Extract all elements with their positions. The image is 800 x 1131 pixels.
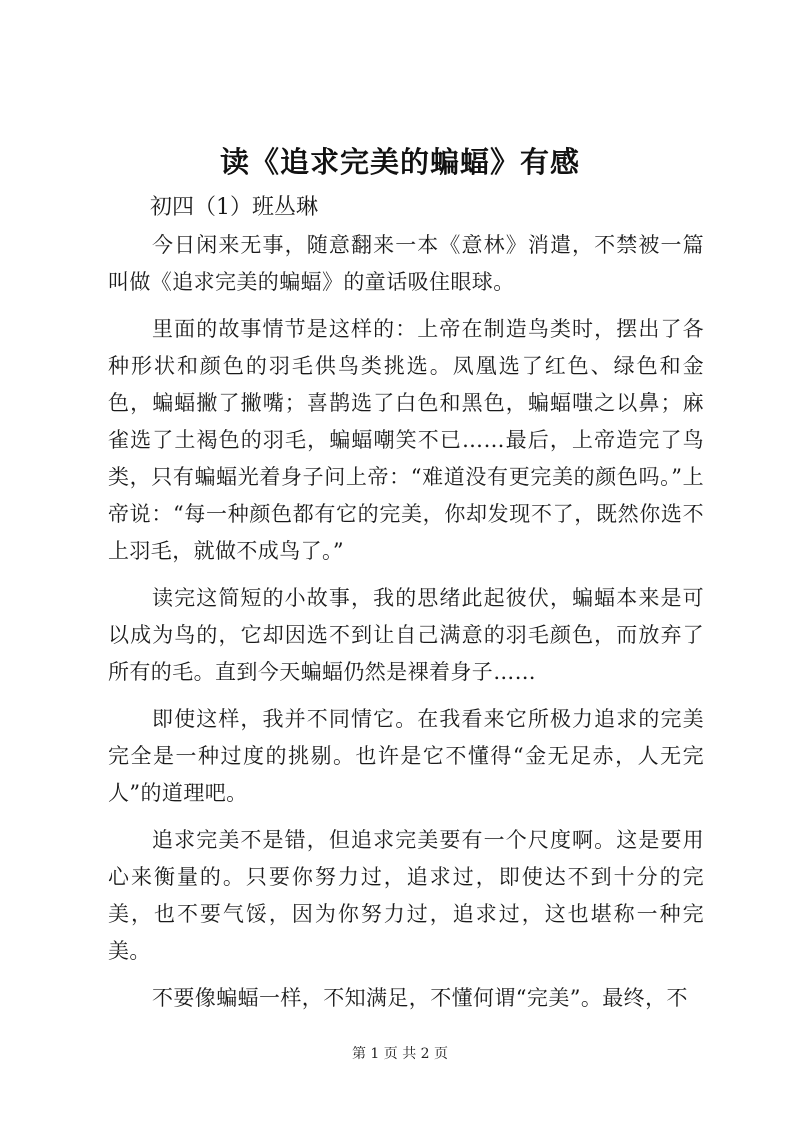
paragraph-3: 读完这简短的小故事，我的思绪此起彼伏，蝙蝠本来是可以成为鸟的，它却因选不到让自己满意的羽毛颜色，而放弃了所有的毛。直到今天蝙蝠仍然是裸着身子…… (108, 586, 704, 684)
paragraph-6: 不要像蝙蝠一样，不知满足，不懂何谓“完美”。最终，不 (152, 986, 688, 1010)
document-title: 读《追求完美的蝙蝠》有感 (219, 145, 580, 179)
paragraph-2: 里面的故事情节是这样的：上帝在制造鸟类时，摆出了各种形状和颜色的羽毛供鸟类挑选。凤凰选了红色、绿色和金色，蝙蝠撇了撇嘴；喜鹊选了白色和黑色，蝙蝠嗤之以鼻；麻雀选了土褐色的羽毛，蝙蝠嘲笑不已……最后，上帝造完了鸟类，只有蝙蝠光着身子问上帝：“难道没有更完美的颜色吗。”上帝说：“每一种颜色都有它的完美，你却发现不了，既然你选不上羽毛，就做不成鸟了。” (108, 317, 704, 563)
paragraph-5: 追求完美不是错，但追求完美要有一个尺度啊。这是要用心来衡量的。只要你努力过，追求过，即使达不到十分的完美，也不要气馁，因为你努力过，追求过，这也堪称一种完美。 (108, 828, 704, 963)
paragraph-4: 即使这样，我并不同情它。在我看来它所极力追求的完美完全是一种过度的挑剔。也许是它不懂得“金无足赤，人无完人”的道理吧。 (108, 707, 704, 805)
page-footer: 第 1 页 共 2 页 (351, 1046, 449, 1062)
author-line: 初四（1）班丛琳 (150, 195, 318, 220)
document-body (108, 227, 704, 1027)
paragraph-1: 今日闲来无事，随意翻来一本《意林》消遣，不禁被一篇叫做《追求完美的蝙蝠》的童话吸住眼球。 (108, 233, 704, 294)
